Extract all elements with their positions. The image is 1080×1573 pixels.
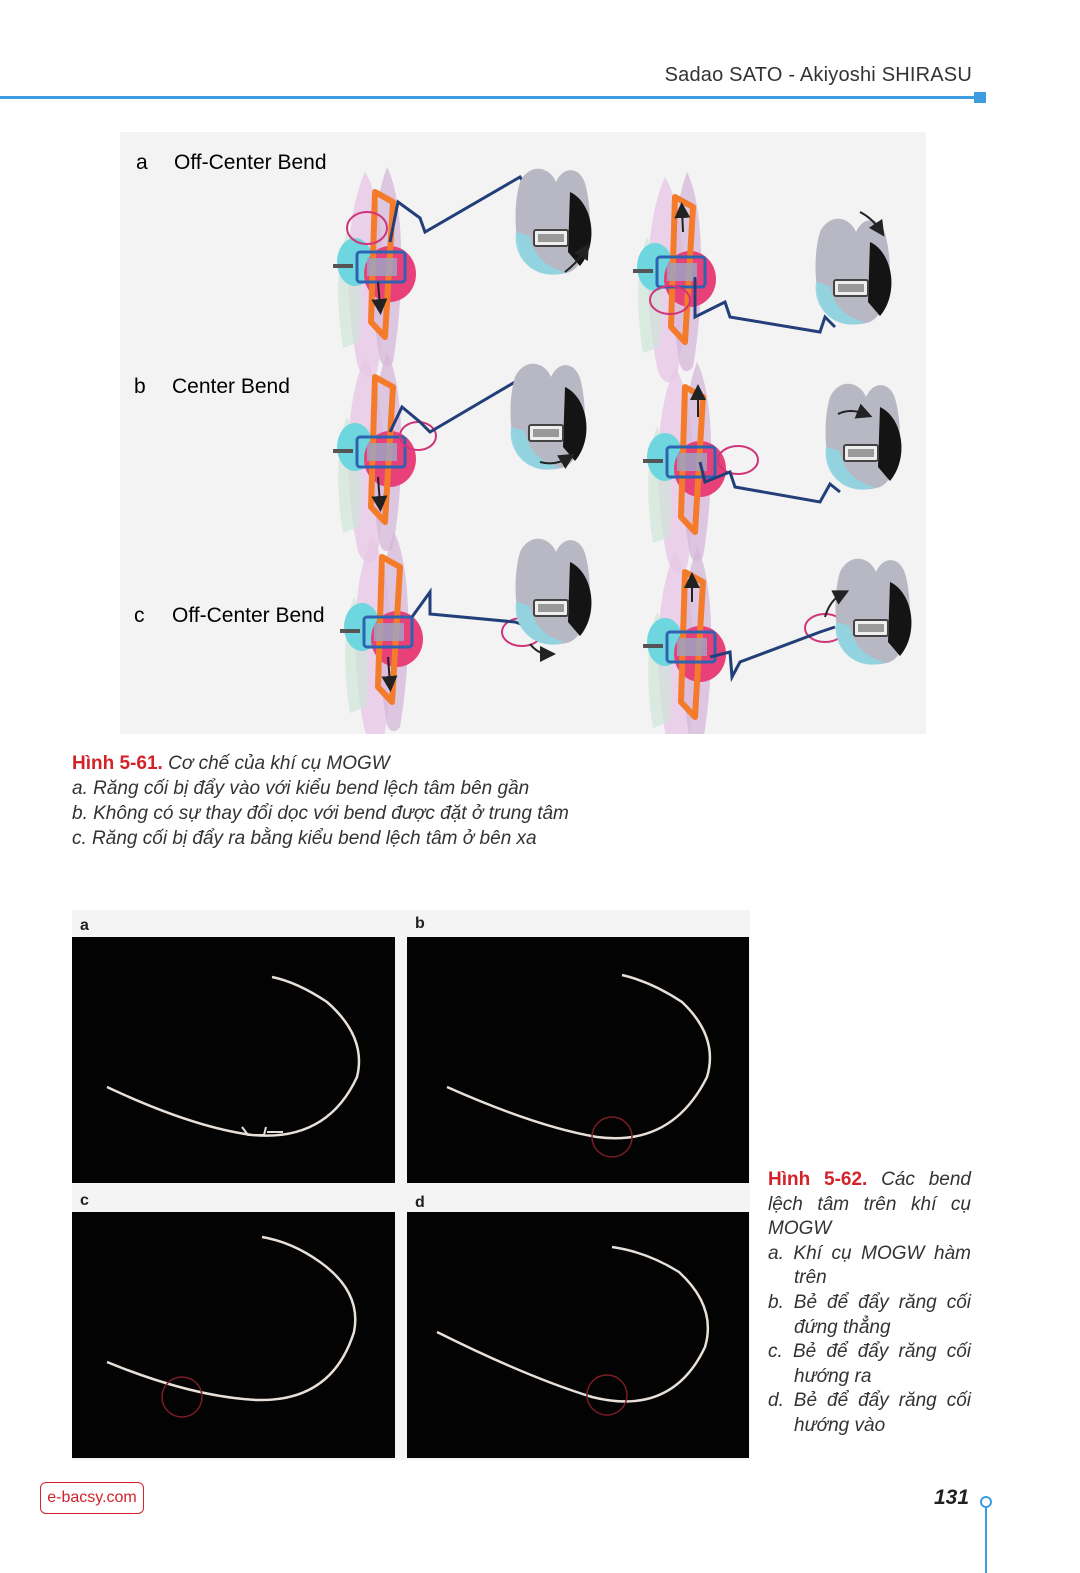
figure-5-61-caption bbox=[72, 751, 712, 851]
caption-5-62-item-c: c. Bẻ để đẩy răng cối hướng ra bbox=[768, 1341, 971, 1387]
figure-5-61-illustration bbox=[120, 132, 926, 734]
wire-d-drawing bbox=[407, 1212, 749, 1458]
figure-5-61 bbox=[120, 132, 926, 734]
caption-5-62-heading bbox=[768, 1168, 971, 1242]
caption-5-61-heading bbox=[72, 751, 712, 776]
wire-photo-c bbox=[72, 1212, 395, 1458]
panel-label-c: c bbox=[80, 1192, 89, 1209]
caption-5-62-title: Hình 5-62. bbox=[768, 1169, 868, 1190]
row-letter-a: a bbox=[136, 151, 148, 174]
caption-5-61-item-c: c. Răng cối bị đẩy ra bằng kiểu bend lệch tâm ở bên xa bbox=[72, 828, 537, 849]
footer-vertical-rule bbox=[985, 1506, 987, 1573]
panel-label-d: d bbox=[415, 1194, 425, 1211]
row-label-a: Off-Center Bend bbox=[174, 151, 327, 174]
row-b-left-illustration bbox=[333, 352, 586, 562]
wire-a-drawing bbox=[72, 937, 395, 1183]
caption-5-61-text: Cơ chế của khí cụ MOGW bbox=[168, 753, 390, 774]
page-number: 131 bbox=[934, 1486, 970, 1509]
row-b-right-illustration bbox=[643, 362, 901, 572]
panel-label-b: b bbox=[415, 915, 425, 932]
site-badge-link[interactable]: e-bacsy.com bbox=[40, 1482, 144, 1514]
caption-5-61-item-b: b. Không có sự thay đổi dọc với bend được đặt ở trung tâm bbox=[72, 803, 569, 824]
caption-5-61-item-a: a. Răng cối bị đẩy vào với kiểu bend lệch tâm bên gần bbox=[72, 778, 530, 799]
row-label-b: Center Bend bbox=[172, 375, 290, 398]
row-letter-b: b bbox=[134, 375, 146, 398]
wire-photo-b bbox=[407, 937, 749, 1183]
wire-photo-d bbox=[407, 1212, 749, 1458]
caption-5-62-item-b: b. Bẻ để đẩy răng cối đứng thẳng bbox=[768, 1291, 971, 1338]
wire-photo-a bbox=[72, 937, 395, 1183]
row-c-left-illustration bbox=[340, 532, 591, 734]
wire-c-drawing bbox=[72, 1212, 395, 1458]
row-a-left-illustration bbox=[333, 167, 591, 377]
header-author: Sadao SATO - Akiyoshi SHIRASU bbox=[664, 64, 972, 86]
row-c-right-illustration bbox=[643, 547, 911, 734]
caption-5-62-item-d: d. Bẻ để đẩy răng cối hướng vào bbox=[768, 1390, 971, 1436]
caption-5-62-text: Các bend lệch tâm trên khí cụ MOGW bbox=[768, 1169, 971, 1240]
panel-label-a: a bbox=[80, 917, 89, 934]
caption-5-61-title: Hình 5-61. bbox=[72, 753, 163, 774]
header-rule bbox=[0, 96, 980, 99]
row-letter-c: c bbox=[134, 604, 145, 627]
row-label-c: Off-Center Bend bbox=[172, 604, 325, 627]
row-a-right-illustration bbox=[633, 172, 891, 382]
caption-5-62-item-a: a. Khí cụ MOGW hàm trên bbox=[768, 1242, 971, 1289]
wire-b-drawing bbox=[407, 937, 749, 1183]
figure-5-62-caption bbox=[768, 1168, 971, 1439]
header-rule-end-square bbox=[974, 92, 986, 103]
figure-5-62 bbox=[72, 910, 750, 1460]
